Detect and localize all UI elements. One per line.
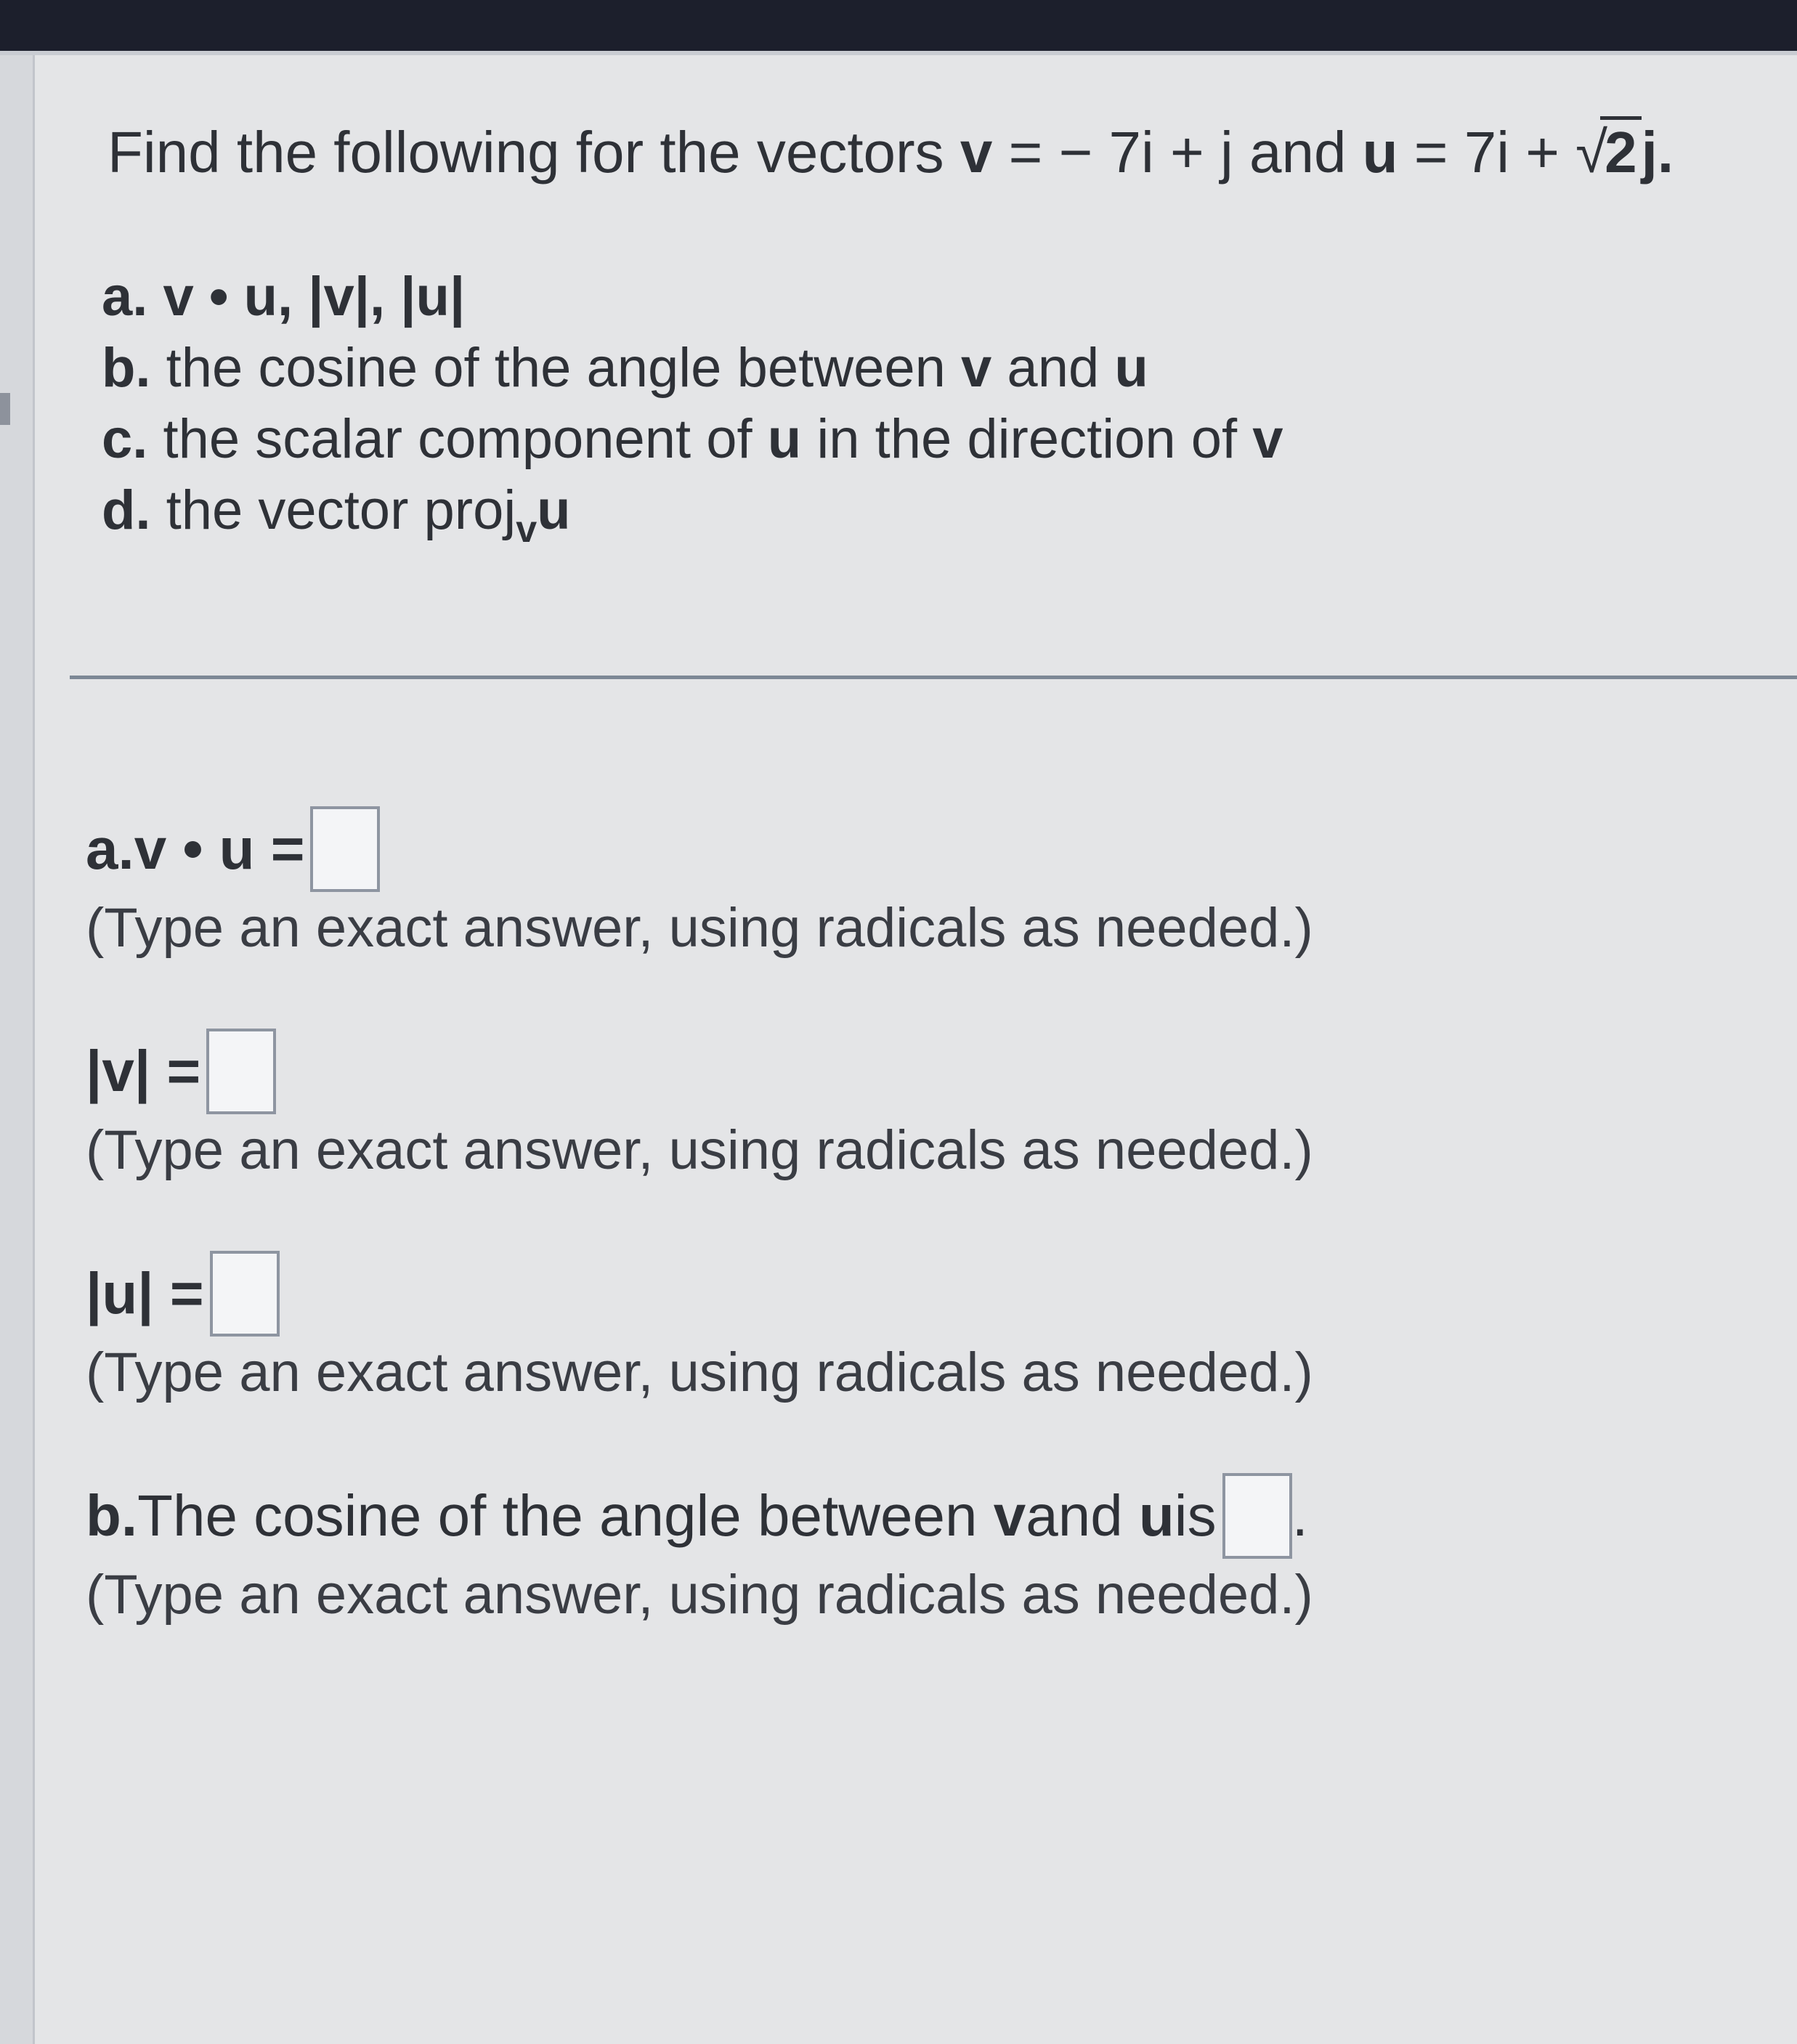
cosine-hint: (Type an exact answer, using radicals as needed.) [86, 1564, 1313, 1626]
part-c-text: the scalar component of [147, 408, 768, 470]
radical-sign: √ [1575, 120, 1608, 184]
part-a [102, 261, 1283, 333]
sqrt-two [1575, 116, 1642, 189]
answer-magnitude-u [86, 1251, 1756, 1473]
magnitude-v-input[interactable] [206, 1029, 276, 1114]
answer-dot-product [86, 806, 1756, 1029]
cosine-input[interactable] [1222, 1473, 1292, 1559]
cosine-is: is [1174, 1483, 1217, 1548]
part-d-text: the vector proj [150, 479, 516, 541]
cosine-period: . [1291, 1483, 1308, 1548]
section-divider [70, 676, 1797, 679]
part-d-letter: d. [102, 479, 151, 541]
dot-product-letter: a. [86, 816, 134, 881]
window-top-bar [0, 0, 1797, 57]
magnitude-v-line [86, 1029, 1756, 1114]
left-rail [0, 55, 35, 2044]
part-b-sym-v: v [961, 337, 992, 399]
part-a-text: v • u, |v|, |u| [147, 266, 466, 328]
magnitude-u-line [86, 1251, 1756, 1337]
part-b-letter: b. [102, 337, 151, 399]
answer-magnitude-v [86, 1029, 1756, 1251]
question-intro: Find the following for the vectors [108, 120, 960, 184]
magnitude-u-input[interactable] [210, 1251, 280, 1337]
part-c-sym-u: u [767, 408, 802, 470]
part-b-sym-u: u [1114, 337, 1148, 399]
part-d [102, 475, 1283, 565]
proj-subscript-v: v [516, 508, 538, 551]
answer-cosine [86, 1473, 1756, 1695]
part-b [102, 333, 1283, 404]
vector-u-symbol: u [1362, 120, 1398, 184]
magnitude-v-label: |v| = [86, 1039, 201, 1103]
answer-section [86, 806, 1756, 1695]
cosine-label: The cosine of the angle between [137, 1483, 978, 1548]
part-c-sym-v: v [1252, 408, 1283, 470]
part-c-letter: c. [102, 408, 148, 470]
cosine-letter: b. [86, 1483, 138, 1548]
dot-product-line [86, 806, 1756, 892]
question-prompt [108, 116, 1742, 189]
dot-product-hint: (Type an exact answer, using radicals as needed.) [86, 897, 1313, 959]
cosine-and: and [1026, 1483, 1123, 1548]
vector-v-symbol: v [960, 120, 993, 184]
vector-v-expression: = − 7i + j and [992, 120, 1363, 184]
cosine-sym-u: u [1138, 1483, 1175, 1548]
part-b-and: and [991, 337, 1115, 399]
cosine-sym-v: v [993, 1483, 1026, 1548]
magnitude-u-hint: (Type an exact answer, using radicals as needed.) [86, 1342, 1313, 1403]
vector-u-expression: = 7i + [1398, 120, 1576, 184]
part-b-text: the cosine of the angle between [150, 337, 962, 399]
magnitude-v-hint: (Type an exact answer, using radicals as needed.) [86, 1119, 1313, 1181]
dot-product-input[interactable] [310, 806, 380, 892]
dot-product-label: v • u = [134, 816, 305, 881]
part-a-letter: a. [102, 266, 148, 328]
cosine-line [86, 1473, 1756, 1559]
vector-u-expression-end: j. [1641, 120, 1674, 184]
question-parts-list [102, 261, 1283, 565]
magnitude-u-label: |u| = [86, 1261, 204, 1326]
part-c-direction: in the direction of [801, 408, 1253, 470]
part-c [102, 404, 1283, 475]
rail-marker [0, 393, 10, 425]
part-d-sym-u: u [537, 479, 571, 541]
question-line [108, 116, 1742, 189]
radicand: 2 [1600, 116, 1642, 184]
